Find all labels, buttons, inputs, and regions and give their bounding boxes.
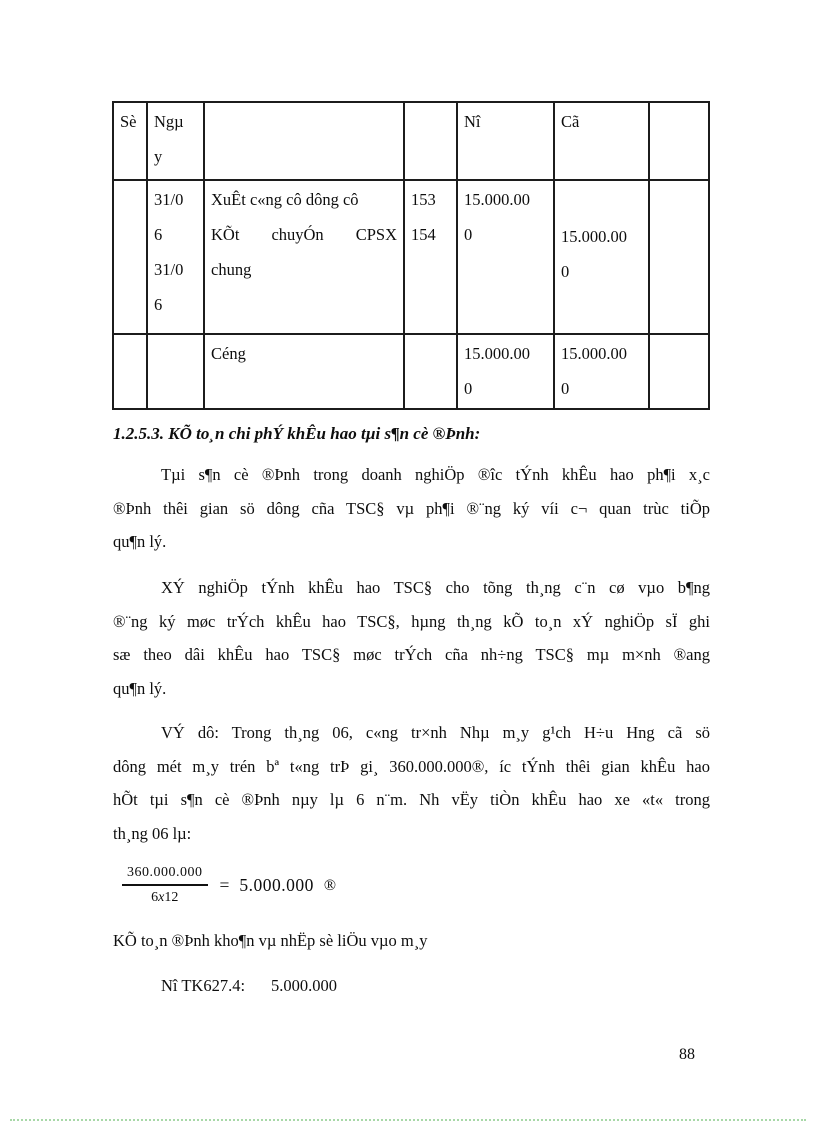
entry-debit-line: 15.000.00	[464, 190, 530, 209]
paragraph-line: ®Þnh thêi gian sö dông cña TSC§ vµ ph¶i ®¨ng ký víi c¬ quan trùc tiÕp	[113, 498, 710, 518]
paragraph-line: hÕt tµi s¶n cè ®Þnh nµy lµ 6 n¨m. Nh vËy tiÒn khÊu hao xe «t« trong	[113, 790, 710, 809]
paragraph-line: VÝ dô: Trong th¸ng 06, c«ng tr×nh Nhµ m¸y g¹ch H÷u Hng cã sö	[161, 723, 710, 742]
entry-credit-value	[561, 219, 642, 289]
entry-credit-line: 0	[561, 262, 570, 281]
entry-date-line: 31/0	[154, 260, 184, 279]
currency-symbol: ®	[323, 876, 337, 894]
header-cell-debit	[458, 103, 555, 181]
total-cell-so	[114, 335, 148, 410]
section-heading: 1.2.5.3. KÕ to¸n chi phÝ khÊu hao tµi s¶n cè ®Þnh:	[113, 424, 481, 443]
header-cell-credit	[555, 103, 650, 181]
entry-desc-line: chung	[211, 260, 252, 279]
paragraph-line: ®¨ng ký møc trÝch khÊu hao TSC§, hµng th¸ng kÕ to¸n xÝ nghiÖp sÏ ghi	[113, 611, 710, 631]
entry-cell-credit	[555, 181, 650, 335]
entry-date-line: 6	[154, 225, 163, 244]
entry-cell-so	[114, 181, 148, 335]
fraction	[122, 864, 208, 907]
total-credit-line: 0	[561, 379, 570, 398]
closing-sentence: KÕ to¸n ®Þnh kho¶n vµ nhËp sè liÖu vµo m¸y	[113, 931, 428, 950]
fraction-numerator: 360.000.000	[122, 864, 208, 886]
entry-cell-debit	[458, 181, 555, 335]
paragraph-line: th¸ng 06 lµ:	[113, 823, 192, 843]
header-cell-ngay	[148, 103, 205, 181]
fraction-denominator	[122, 886, 208, 907]
equals-sign: =	[219, 875, 230, 895]
total-cell-date	[148, 335, 205, 410]
total-cell-ref	[405, 335, 458, 410]
header-so-label: Sè	[120, 112, 137, 131]
total-label: Céng	[211, 344, 246, 363]
paragraph-1	[113, 458, 710, 559]
denominator-times: x	[158, 890, 165, 905]
paragraph-line: dông mét m¸y trén bª t«ng trÞ gi¸ 360.000.000®, íc tÝnh thêi gian khÊu hao	[113, 756, 710, 776]
paragraph-2	[113, 571, 710, 705]
accounting-entry	[113, 969, 710, 1003]
header-ngay-line1: Ngµ	[154, 112, 184, 131]
entry-date-line: 31/0	[154, 190, 184, 209]
denominator-months: 6	[151, 890, 159, 905]
total-credit-line: 15.000.00	[561, 344, 627, 363]
total-cell-credit	[555, 335, 650, 410]
header-cell-ref	[405, 103, 458, 181]
entry-desc-line: XuÊt c«ng cô dông cô	[211, 190, 359, 209]
bottom-dotted-line	[10, 1119, 806, 1121]
header-debit-label: Nî	[464, 112, 481, 131]
header-cell-extra	[650, 103, 710, 181]
paragraph-line: qu¶n lý.	[113, 678, 167, 698]
entry-desc-line: KÕt chuyÓn CPSX	[211, 225, 397, 244]
total-debit-line: 0	[464, 379, 473, 398]
denominator-years: 12	[164, 890, 179, 905]
header-cell-so	[114, 103, 148, 181]
formula-result: 5.000.000	[239, 875, 314, 895]
entry-cell-ref	[405, 181, 458, 335]
paragraph-line: sæ theo dâi khÊu hao TSC§ møc trÝch cña nh÷ng TSC§ mµ m×nh ®ang	[113, 645, 710, 664]
page-number: 88	[679, 1046, 695, 1063]
paragraph-line: qu¶n lý.	[113, 532, 167, 551]
header-cell-desc	[205, 103, 405, 181]
header-credit-label: Cã	[561, 112, 580, 131]
total-cell-debit	[458, 335, 555, 410]
entry-date-line: 6	[154, 295, 163, 314]
journal-table	[112, 101, 710, 410]
header-ngay-line2: y	[154, 147, 163, 166]
entry-debit-line: 0	[464, 225, 473, 244]
entry-cell-extra	[650, 181, 710, 335]
paragraph-3	[113, 716, 710, 850]
paragraph-line: Tµi s¶n cè ®Þnh trong doanh nghiÖp ®îc tÝnh khÊu hao ph¶i x¸c	[161, 465, 710, 484]
entry-credit-line: 15.000.00	[561, 227, 627, 246]
paragraph-line: XÝ nghiÖp tÝnh khÊu hao TSC§ cho tõng th¸ng c¨n cø vµo b¶ng	[161, 578, 710, 597]
total-cell-label	[205, 335, 405, 410]
depreciation-formula	[122, 864, 336, 907]
entry-cell-date	[148, 181, 205, 335]
entry-ref-account: 153	[411, 190, 436, 209]
total-debit-line: 15.000.00	[464, 344, 530, 363]
total-cell-extra	[650, 335, 710, 410]
entry-ref-account: 154	[411, 225, 436, 244]
entry-amount: 5.000.000	[271, 976, 338, 995]
entry-cell-desc	[205, 181, 405, 335]
entry-account-label: Nî TK627.4:	[161, 976, 246, 995]
